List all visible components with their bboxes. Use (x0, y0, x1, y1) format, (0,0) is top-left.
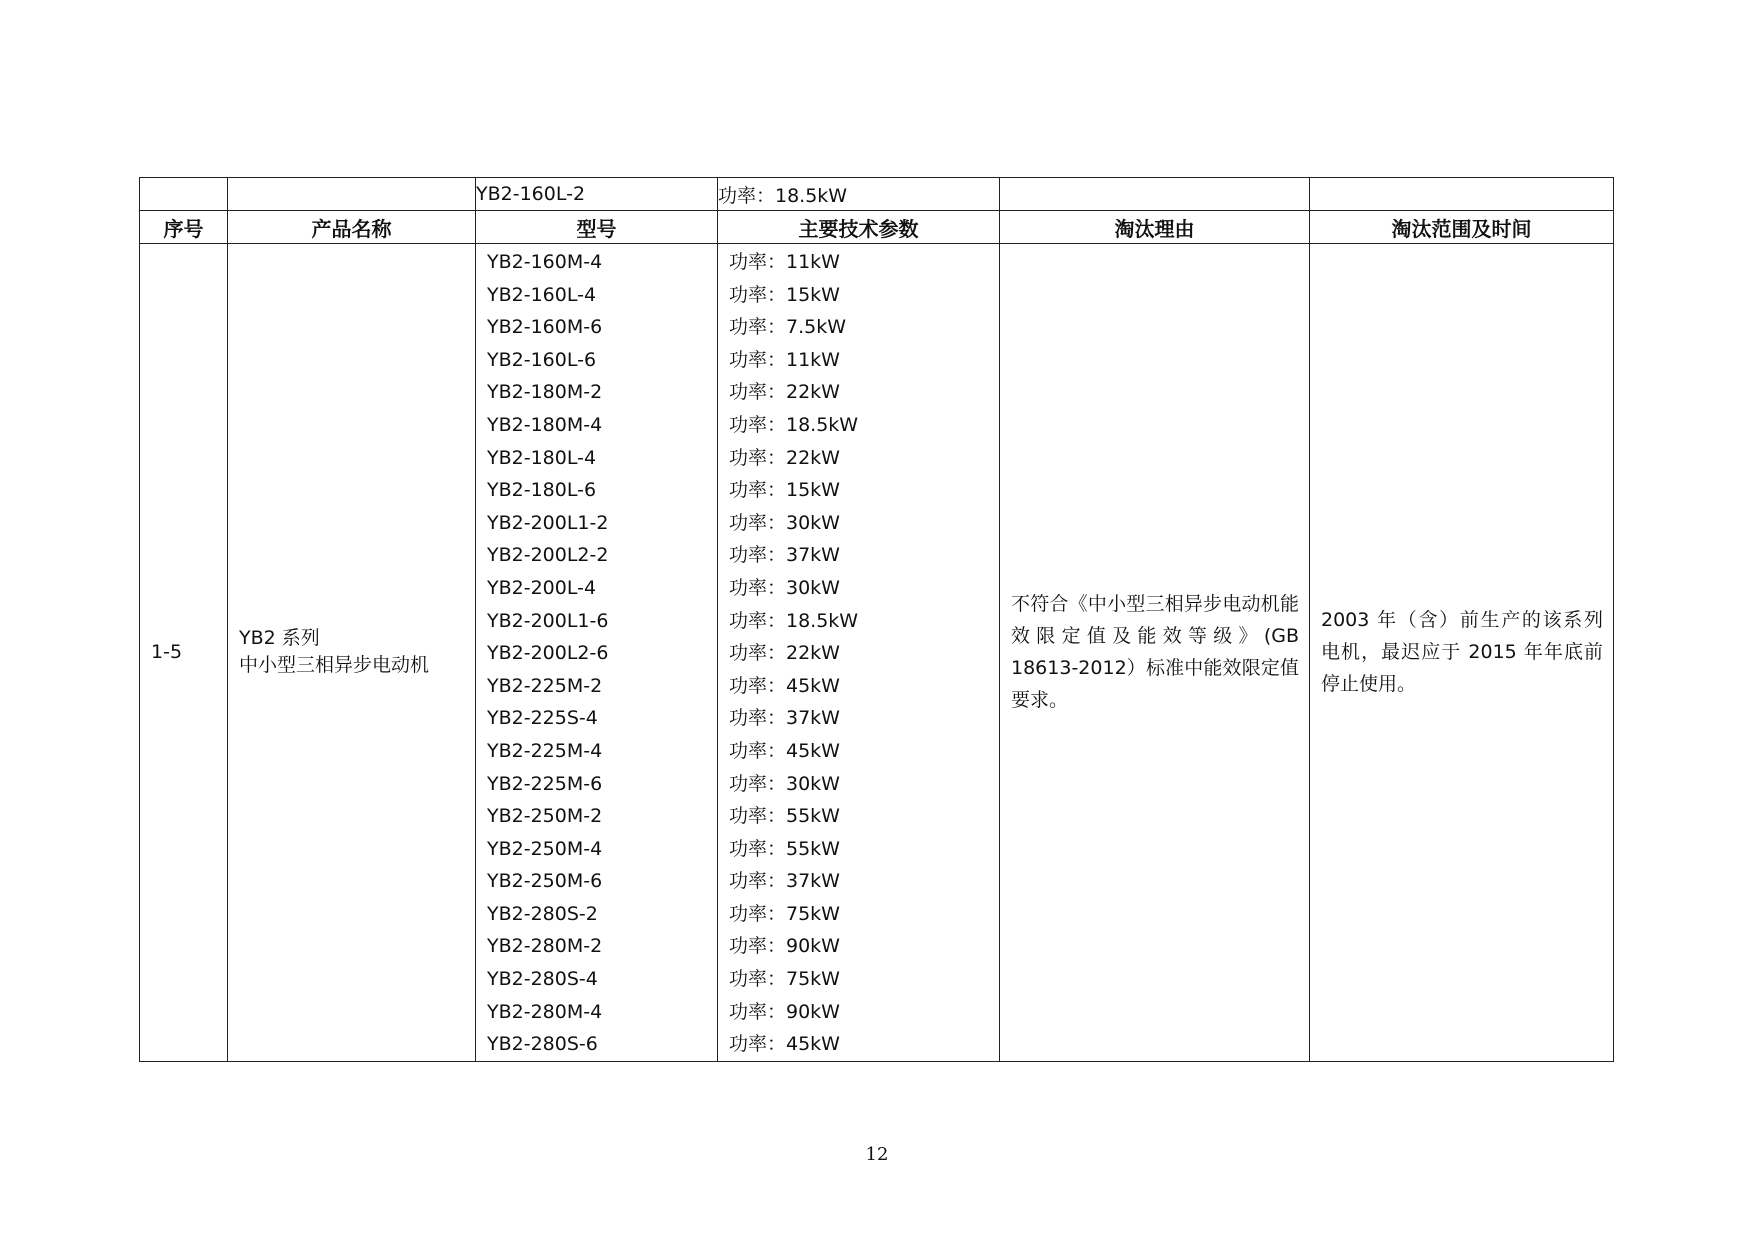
model-item: YB2-160M-4 (487, 251, 603, 273)
model-item: YB2-200L2-6 (487, 642, 609, 665)
param-list (718, 244, 1000, 1062)
param-item: 功率：15kW (729, 479, 840, 502)
product-name-line1: YB2 系列 (239, 627, 320, 650)
param-item: 功率：15kW (729, 283, 840, 306)
header-model: 型号 (476, 211, 718, 244)
param-item: 功率：22kW (729, 381, 840, 404)
param-item: 功率：45kW (729, 674, 840, 697)
param-item: 功率：11kW (729, 251, 840, 273)
model-item: YB2-280M-2 (487, 935, 603, 958)
elimination-scope: 2003 年（含）前生产的该系列电机，最迟应于 2015 年年底前停止使用。 (1310, 244, 1614, 1062)
param-item: 功率：22kW (729, 642, 840, 665)
model-item: YB2-225M-4 (487, 739, 603, 762)
continuation-param: 功率：18.5kW (718, 178, 1000, 211)
param-item: 功率：75kW (729, 902, 840, 925)
header-param: 主要技术参数 (718, 211, 1000, 244)
model-item: YB2-250M-6 (487, 870, 603, 893)
model-item: YB2-225M-2 (487, 674, 603, 697)
header-seq: 序号 (140, 211, 228, 244)
product-name-line2: 中小型三相异步电动机 (239, 654, 430, 677)
model-item: YB2-200L1-2 (487, 511, 609, 534)
param-item: 功率：11kW (729, 348, 840, 371)
model-item: YB2-160L-4 (487, 283, 597, 306)
param-item: 功率：37kW (729, 707, 840, 730)
continuation-model: YB2-160L-2 (476, 178, 718, 211)
model-item: YB2-200L1-6 (487, 609, 609, 632)
model-item: YB2-200L-4 (487, 576, 597, 599)
model-item: YB2-180M-4 (487, 413, 603, 436)
continuation-scope-cell (1310, 178, 1614, 211)
model-list (476, 244, 718, 1062)
param-item: 功率：30kW (729, 772, 840, 795)
param-item: 功率：22kW (729, 446, 840, 469)
param-item: 功率：55kW (729, 837, 840, 860)
param-item: 功率：30kW (729, 576, 840, 599)
header-scope: 淘汰范围及时间 (1310, 211, 1614, 244)
param-item: 功率：7.5kW (729, 316, 847, 339)
param-item: 功率：75kW (729, 968, 840, 991)
model-item: YB2-280S-4 (487, 968, 598, 991)
param-item: 功率：90kW (729, 935, 840, 958)
model-item: YB2-280M-4 (487, 1000, 603, 1023)
model-item: YB2-280S-6 (487, 1033, 598, 1056)
param-item: 功率：18.5kW (729, 609, 859, 632)
entry-seq: 1-5 (140, 244, 228, 1062)
header-name: 产品名称 (228, 211, 476, 244)
continuation-reason-cell (1000, 178, 1310, 211)
param-item: 功率：37kW (729, 544, 840, 567)
model-item: YB2-250M-2 (487, 805, 603, 828)
param-item: 功率：45kW (729, 739, 840, 762)
model-item: YB2-200L2-2 (487, 544, 609, 567)
model-item: YB2-160M-6 (487, 316, 603, 339)
entry-product-name (228, 244, 476, 1062)
elimination-reason: 不符合《中小型三相异步电动机能效限定值及能效等级》(GB 18613-2012）标准中能效限定值要求。 (1000, 244, 1310, 1062)
model-item: YB2-180M-2 (487, 381, 603, 404)
continuation-seq-cell (140, 178, 228, 211)
param-item: 功率：30kW (729, 511, 840, 534)
model-item: YB2-225S-4 (487, 707, 598, 730)
header-reason: 淘汰理由 (1000, 211, 1310, 244)
param-item: 功率：45kW (729, 1033, 840, 1056)
continuation-row (140, 178, 1614, 211)
page-number: 12 (865, 1144, 889, 1165)
param-item: 功率：37kW (729, 870, 840, 893)
model-item: YB2-180L-6 (487, 479, 597, 502)
param-item: 功率：55kW (729, 805, 840, 828)
model-item: YB2-225M-6 (487, 772, 603, 795)
model-item: YB2-180L-4 (487, 446, 597, 469)
elimination-table (139, 177, 1614, 1062)
param-item: 功率：18.5kW (729, 413, 859, 436)
param-item: 功率：90kW (729, 1000, 840, 1023)
entry-row (140, 244, 1614, 1062)
model-item: YB2-280S-2 (487, 902, 598, 925)
continuation-name-cell (228, 178, 476, 211)
model-item: YB2-160L-6 (487, 348, 597, 371)
model-item: YB2-250M-4 (487, 837, 603, 860)
header-row (140, 211, 1614, 244)
